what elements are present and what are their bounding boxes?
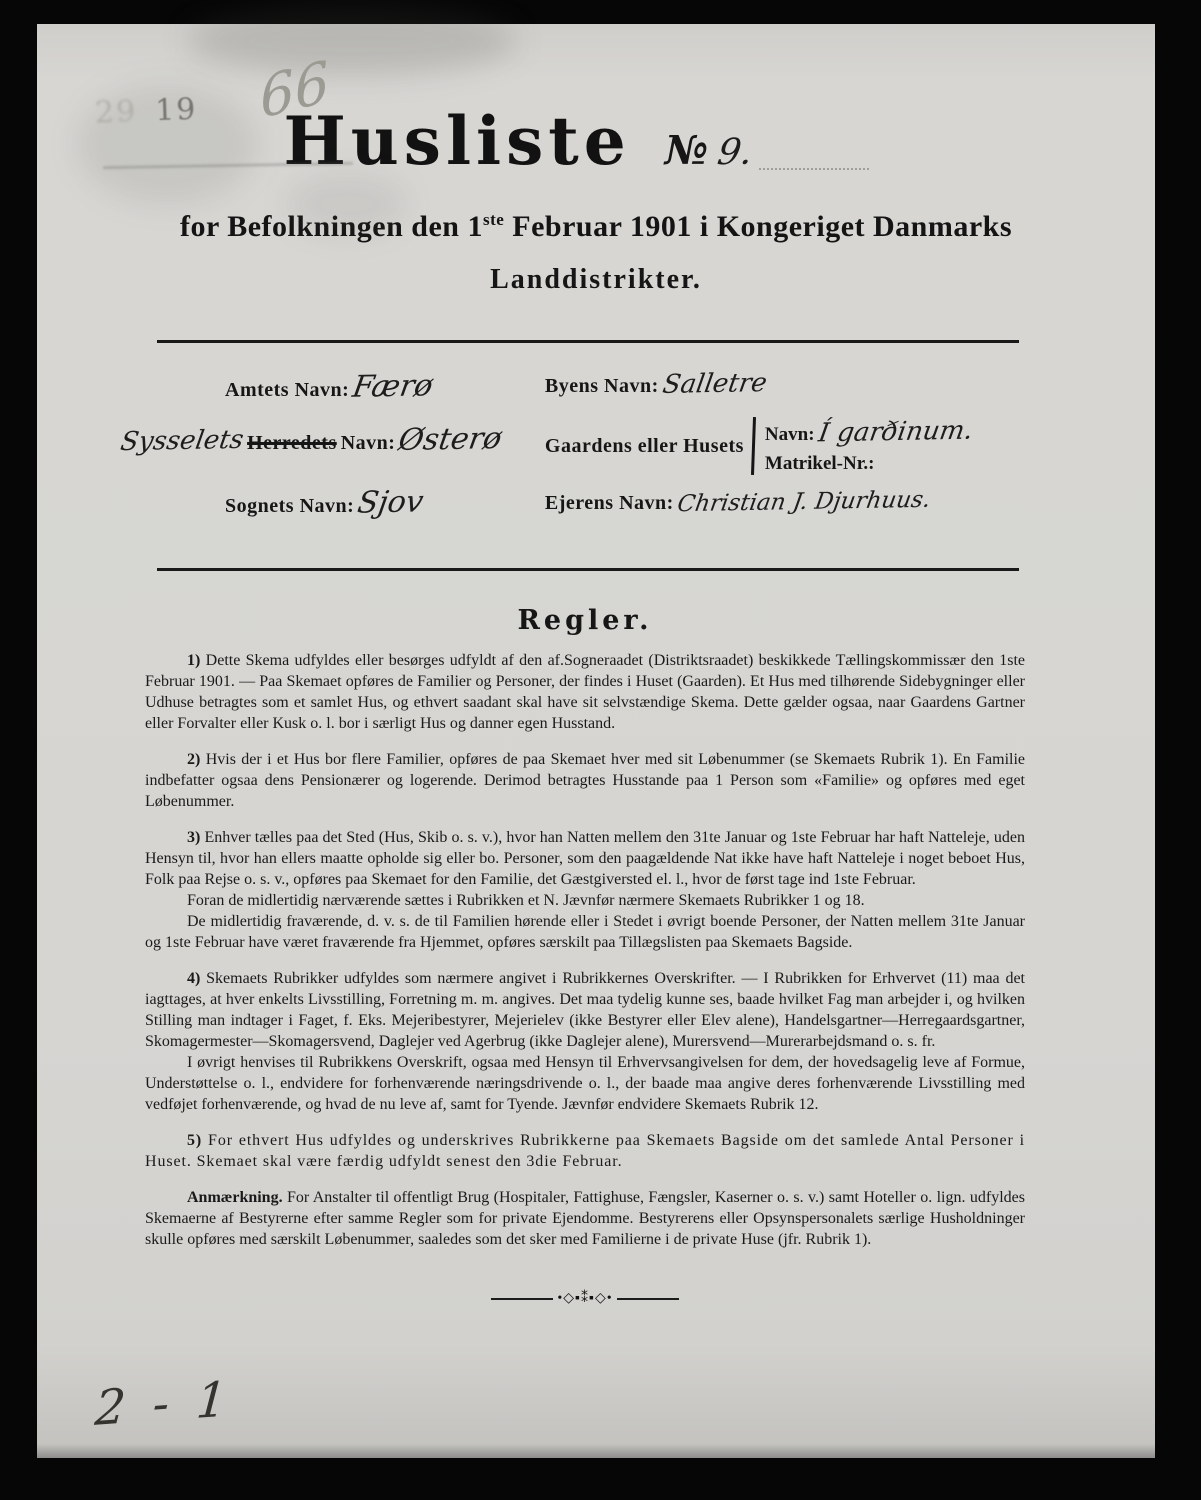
subtitle-text: Februar 1901 i Kongeriget Danmarks (504, 210, 1013, 243)
stamp-digits-faint: 29 (94, 94, 138, 131)
archive-stamp-number (94, 92, 198, 131)
gaardens-navn-subfield (764, 415, 975, 449)
rule-text: For ethvert Hus udfyldes og underskrives Rubrikkerne paa Skemaets Bagside om det samlede Antal Personer i Huset. Skemaet skal være færdig udfyldt senest den 3die Februar. (145, 1132, 1026, 1170)
ejerens-navn-value-handwritten: Christian J. Djurhuus. (675, 486, 933, 518)
subtitle-superscript: ste (482, 210, 505, 229)
rule-paragraph-1 (145, 650, 1025, 734)
gaardens-subfields (764, 415, 975, 475)
matrikel-nr-subfield (765, 453, 972, 475)
sysselets-navn-value-handwritten: Østerø (396, 421, 505, 458)
form-section (118, 340, 1019, 571)
document-subtitle-line2: Landdistrikter. (490, 264, 702, 295)
navn-label: Navn: (340, 432, 396, 454)
herredets-label-struck: Herredets (247, 432, 337, 454)
document-title: Husliste (283, 102, 631, 180)
rule-paragraph-4 (145, 968, 1025, 1052)
gaardens-navn-value-handwritten: Í garðinum. (815, 415, 975, 449)
document-number-handwritten: 9. (714, 131, 756, 174)
rule-paragraph-3c: De midlertidig fraværende, d. v. s. de til Familien hørende eller i Stedet i øvrigt boende Personer, der Natten mellem 31te Januar og 1ste Februar have været fraværende fra Hjemmet, opføres særskilt paa Tillægslisten paa Skemaets Bagside. (145, 913, 1025, 951)
rules-text (145, 650, 1025, 1250)
rule-text: Enhver tælles paa det Sted (Hus, Skib o. s. v.), hvor han Natten mellem den 31te Januar og 1ste Februar har haft Natteleje, uden Hensyn til, hvor han ellers maatte opholde sig eller bo. Personer, som den paagældende Nat ikke have haft Natteleje i noget beboet Hus, Folk paa Rejse o. s. v., opføres paa Skemaet for den Familie, det Gæstgiversted el. l., hvor de først tage ind 1ste Februar. (145, 829, 1025, 888)
matrikel-nr-label: Matrikel-Nr.: (764, 453, 875, 474)
ornament-line (617, 1298, 679, 1300)
field-amtets-navn (157, 369, 545, 404)
footer-pencil-number: 2 - 1 (93, 1370, 235, 1438)
number-underline (759, 168, 869, 170)
document-subtitle (37, 210, 1155, 244)
ejerens-navn-label: Ejerens Navn: (544, 492, 674, 514)
subtitle-text: for Befolkningen den 1 (179, 210, 483, 243)
rule-number: 2) (187, 751, 201, 768)
rule-number: 1) (187, 652, 201, 669)
sognets-navn-value-handwritten: Sjov (355, 484, 427, 521)
pencil-number: 66 (257, 48, 332, 133)
rule-text: Dette Skema udfyldes eller besørges udfyldt af den af.Sogneraadet (Distriktsraadet) beskikkede Tællingskommissær den 1ste Februar 1901. — Paa Skemaet opføres de Familier og Personer, der findes i Huset (Gaarden). Et Hus med tilhørende Sidebygninger eller Udhuse betragtes som et samlet Hus, og ethvert saadant skal have sit selvstændige Skema. Dette gælder ogsaa, naar Gaardens Gartner eller Forvalter eller Kusk o. l. bor i særligt Hus og danner egen Husstand. (145, 652, 1025, 732)
rule-paragraph-3 (145, 827, 1025, 890)
paper-sheet (37, 24, 1155, 1458)
field-sognets-navn (157, 485, 545, 520)
rule-paragraph-4b: I øvrigt henvises til Rubrikkens Overskrift, ogsaa med Hensyn til Erhvervsangivelsen for dem, der hovedsagelig leve af Formue, Understøttelse o. l., endvidere for forhenværende næringsdrivende o. l., der baade maa angive deres forhenværende Livsstilling med vedføjet forhenværende, og hvad de nu leve af, samt for Tyende. Jævnfør endvidere Skemaets Rubrik 12. (145, 1054, 1025, 1113)
ornament-divider (145, 1290, 1025, 1307)
amtets-navn-value-handwritten: Færø (350, 368, 436, 405)
ornament-line (491, 1298, 553, 1300)
field-ejerens-navn (544, 486, 1019, 518)
field-sysselets-navn (118, 421, 545, 458)
remark-lead: Anmærkning. (187, 1189, 283, 1206)
ornament-glyphs: •◇▪⁑▪◇• (557, 1291, 613, 1306)
rule-paragraph-3b: Foran de midlertidig nærværende sættes i Rubrikken et N. Jævnfør nærmere Skemaets Rubrikker 1 og 18. (187, 892, 865, 909)
byens-navn-value-handwritten: Salletre (660, 368, 769, 400)
rule-text: Skemaets Rubrikker udfyldes som nærmere angivet i Rubrikkernes Overskrifter. — I Rubrikken for Erhvervet (11) maa det iagttages, at hver enkelts Livsstilling, Forretning m. m. angives. Det maa tydelig kunne ses, baade hvilket Fag man arbejder i, og hvilken Stilling man indtager i Faget, f. Eks. Mejeribestyrer, Mejerielev (ikke Bestyrer eller Elev alene), Handelsgartner—Herregaardsgartner, Skomagermester—Skomagersvend, Daglejer ved Agerbrug (ikke Daglejer alene), Murersvend—Murerarbejdsmand o. s. fr. (145, 970, 1025, 1050)
rule-number: 4) (187, 970, 201, 987)
rule-number: 5) (187, 1132, 203, 1149)
form-left-column (118, 368, 545, 538)
byens-navn-label: Byens Navn: (544, 375, 659, 397)
field-gaardens-navn (545, 417, 1019, 475)
sognets-navn-label: Sognets Navn: (225, 495, 355, 517)
form-right-column (545, 369, 1019, 538)
rules-heading: Regler. (517, 605, 653, 636)
amtets-navn-label: Amtets Navn: (225, 379, 350, 401)
document-header (37, 24, 1155, 296)
field-byens-navn (545, 369, 1019, 399)
rule-text: Hvis der i et Hus bor flere Familier, opføres de paa Skemaet hver med sit Løbenummer (se Skemaets Rubrik 1). En Familie indbefatter ogsaa dens Pensionærer og logerende. Derimod betragtes Husstande paa 1 Person som «Familie» og opføres med eget Løbenummer. (145, 751, 1026, 810)
remark-text: For Anstalter til offentligt Brug (Hospitaler, Fattighuse, Fængsler, Kaserner o. s. v.) samt Hoteller o. lign. udfyldes Skemaerne af Bestyrerne efter samme Regler som for private Ejendomme. Bestyrerens eller Opsynspersonalets særlige Husholdninger skulle opføres med særskilt Løbenummer, saaledes som det sker med Familierne i de private Huse (jfr. Rubrik 1). (145, 1189, 1026, 1248)
rule-paragraph-2 (145, 749, 1025, 812)
remark-paragraph (145, 1187, 1025, 1250)
form-grid (118, 368, 1019, 538)
sysselets-handwritten-correction: Sysselets (118, 424, 246, 458)
gaardens-navn-label: Navn: (764, 424, 815, 445)
brace-divider (751, 417, 756, 475)
gaardens-label: Gaardens eller Husets (544, 434, 744, 457)
stamp-digits: 19 (154, 92, 198, 129)
numero-sign: № (664, 127, 709, 174)
rule-paragraph-5 (145, 1130, 1025, 1172)
rule-number: 3) (187, 829, 201, 846)
content-column (118, 340, 1026, 1307)
